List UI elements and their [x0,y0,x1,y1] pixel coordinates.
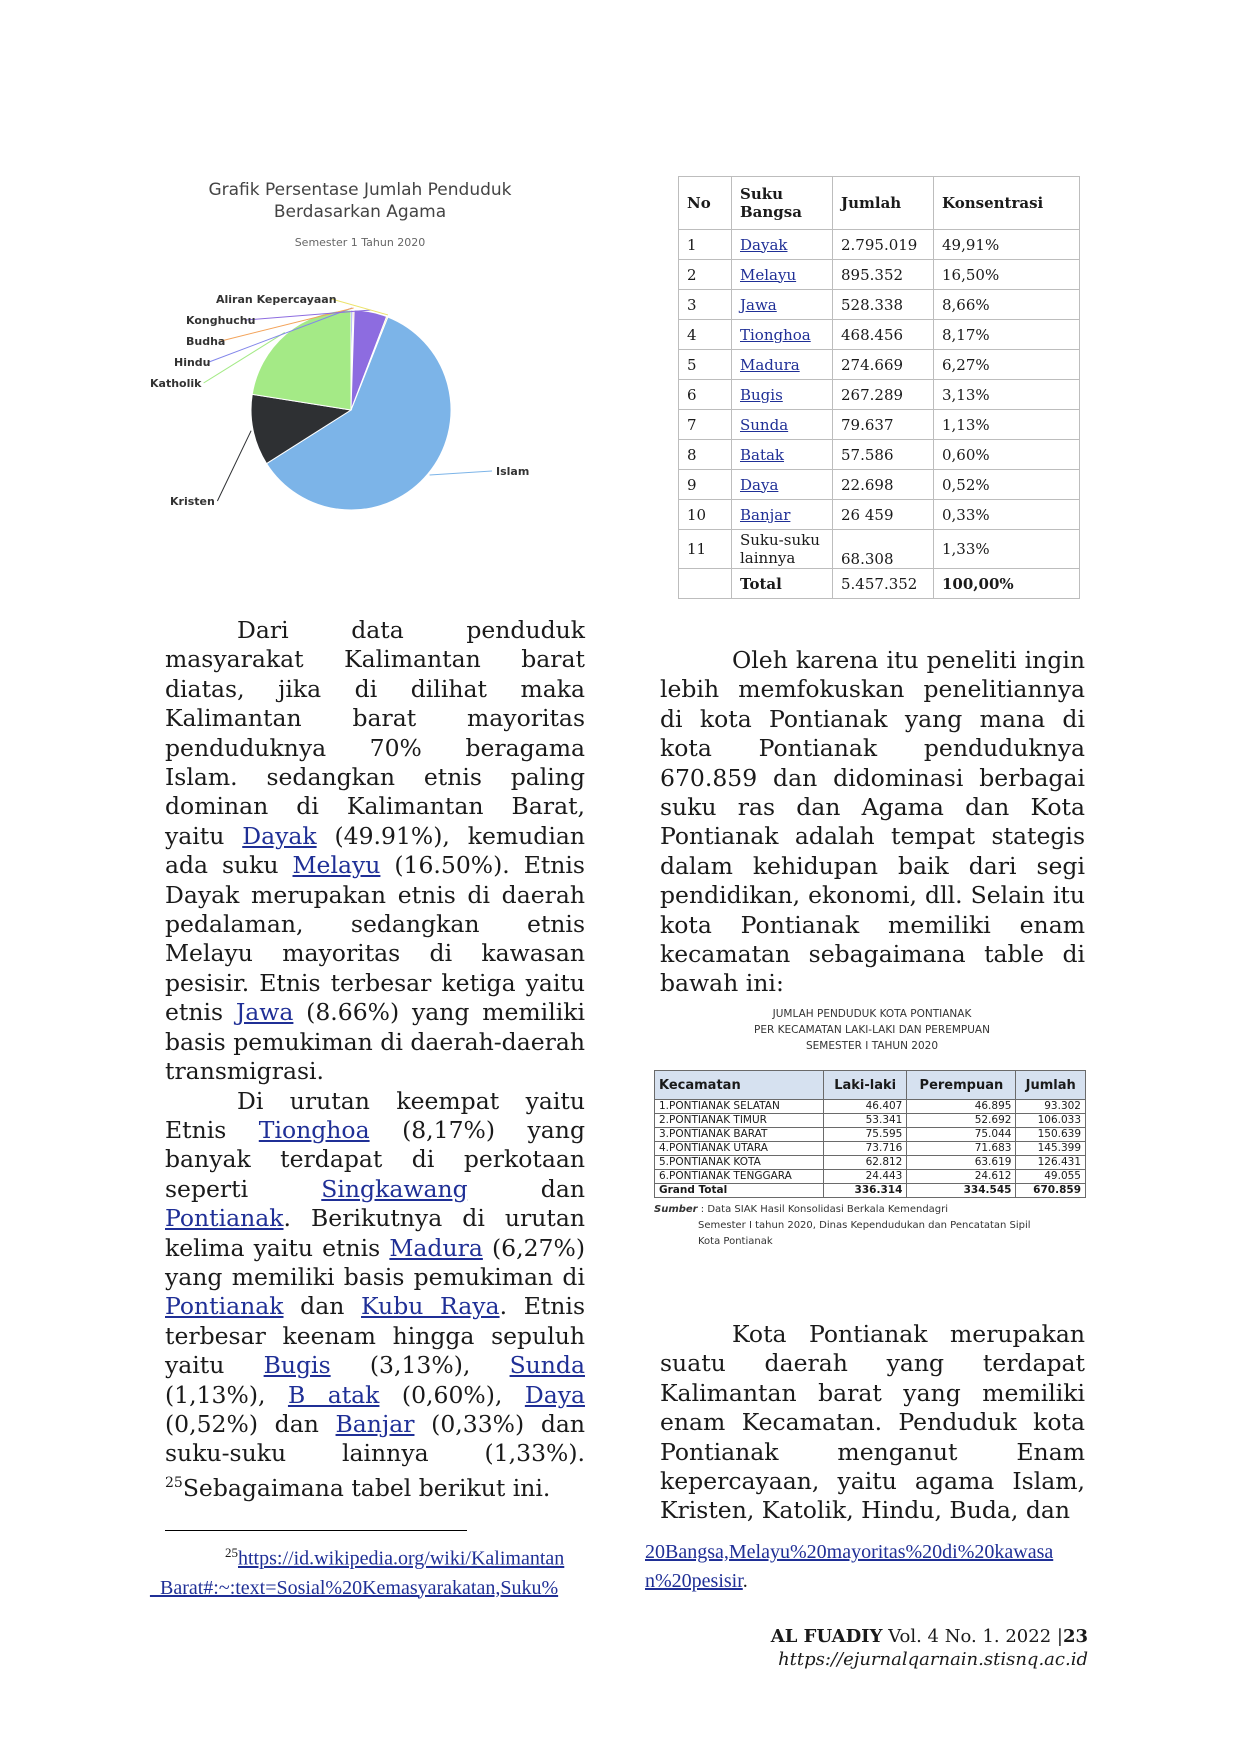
kec-header-jumlah: Jumlah [1016,1071,1086,1100]
kec-title-line2: PER KECAMATAN LAKI-LAKI DAN PEREMPUAN [754,1024,990,1036]
ethnic-table-row [679,230,1080,260]
row-no: 5 [679,350,732,380]
row-konsentrasi: 6,27% [934,350,1080,380]
suku-link[interactable]: Dayak [740,235,788,254]
kec-total-row [655,1184,1086,1198]
kec-table-row [655,1170,1086,1184]
ethnic-table [678,176,1080,599]
suku-link[interactable]: Madura [740,355,800,374]
kecamatan-figure [654,1006,1090,1250]
kec-jumlah: 126.431 [1016,1156,1086,1170]
kec-name: 6.PONTIANAK TENGGARA [655,1170,824,1184]
kec-total-laki: 336.314 [824,1184,907,1198]
header-konsentrasi: Konsentrasi [934,177,1080,230]
kec-perempuan: 52.692 [907,1114,1016,1128]
link-jawa[interactable]: Jawa [235,998,294,1027]
footnote-link-part2[interactable]: _Barat#:~:text=Sosial%20Kemasyarakatan,Suku% [150,1576,559,1599]
footnote-ref-25[interactable]: 25 [165,1474,183,1491]
row-konsentrasi: 0,52% [934,470,1080,500]
pie-title-line1: Grafik Persentase Jumlah Penduduk [208,180,512,200]
row-no: 4 [679,320,732,350]
kec-perempuan: 63.619 [907,1156,1016,1170]
kec-perempuan: 71.683 [907,1142,1016,1156]
paragraph-4: Kota Pontianak merupakan suatu daerah yang terdapat Kalimantan barat yang memiliki enam Kecamatan. Penduduk kota Pontianak menganut Enam kepercayaan, yaitu agama Islam, Kristen, Katolik, Hindu, Buda, dan [660,1320,1085,1525]
ethnic-table-row [679,440,1080,470]
kec-perempuan: 75.044 [907,1128,1016,1142]
ethnic-table-row [679,500,1080,530]
kec-header-kecamatan: Kecamatan [655,1071,824,1100]
kec-total-perempuan: 334.545 [907,1184,1016,1198]
journal-url: https://ejurnalqarnain.stisnq.ac.id [778,1649,1088,1670]
row-jumlah: 26 459 [833,500,934,530]
paragraph-1: Dari data penduduk masyarakat Kalimantan barat diatas, jika di dilihat maka Kalimantan barat mayoritas penduduknya 70% beragama Islam. sedangkan etnis paling dominan di Kalimantan Barat, yaitu Dayak (49.91%), kemudian ada suku Melayu (16.50%). Etnis Dayak merupakan etnis di daerah pedalaman, sedangkan etnis Melayu mayoritas di kawasan pesisir. Etnis terbesar ketiga yaitu etnis Jawa (8.66%) yang memiliki basis pemukiman di daerah-daerah transmigrasi. [165,616,585,1086]
kec-laki: 53.341 [824,1114,907,1128]
footnote-rule [165,1530,467,1531]
row-jumlah: 468.456 [833,320,934,350]
kec-table-header [655,1071,1086,1100]
kec-laki: 75.595 [824,1128,907,1142]
pie-label-budha: Budha [186,335,226,348]
kec-table-row [655,1156,1086,1170]
row-no: 2 [679,260,732,290]
religion-pie-figure [150,160,570,560]
kec-table-row [655,1114,1086,1128]
row-no: 7 [679,410,732,440]
suku-link[interactable]: Batak [740,445,785,464]
row-jumlah: 57.586 [833,440,934,470]
kec-title-line1: JUMLAH PENDUDUK KOTA PONTIANAK [772,1008,972,1020]
footnote-link-part1[interactable]: https://id.wikipedia.org/wiki/Kalimantan [238,1547,565,1570]
link-pontianak-2[interactable]: Pontianak [165,1292,284,1321]
row-konsentrasi: 1,13% [934,410,1080,440]
link-tionghoa[interactable]: Tionghoa [258,1115,370,1144]
kec-name: 1.PONTIANAK SELATAN [655,1100,824,1114]
link-dayak[interactable]: Dayak [242,821,317,850]
pie-slice-katholik [252,310,351,410]
row-jumlah: 2.795.019 [833,230,934,260]
kec-name: 2.PONTIANAK TIMUR [655,1114,824,1128]
row-jumlah: 79.637 [833,410,934,440]
row-jumlah: 22.698 [833,470,934,500]
pie-label-hindu: Hindu [174,356,211,369]
pie-label-katholik: Katholik [150,377,202,390]
journal-volume: Vol. 4 No. 1. 2022 | [882,1626,1063,1647]
kec-jumlah: 145.399 [1016,1142,1086,1156]
kec-name: 3.PONTIANAK BARAT [655,1128,824,1142]
kec-jumlah: 150.639 [1016,1128,1086,1142]
ethnic-table-row [679,260,1080,290]
kec-jumlah: 106.033 [1016,1114,1086,1128]
ethnic-table-row [679,530,1080,569]
kec-laki: 24.443 [824,1170,907,1184]
row-konsentrasi: 0,33% [934,500,1080,530]
row-no: 3 [679,290,732,320]
header-jumlah: Jumlah [833,177,934,230]
paragraph-2: Di urutan keempat yaitu Etnis Tionghoa (8,17%) yang banyak terdapat di perkotaan seperti Singkawang dan Pontianak. Berikutnya di urutan kelima yaitu etnis Madura (6,27%) yang memiliki basis pemukiman di Pontianak dan Kubu Raya. Etnis terbesar keenam hingga sepuluh yaitu Bugis (3,13%), Sunda (1,13%), B atak (0,60%), Daya (0,52%) dan Banjar (0,33%) dan suku-suku lainnya (1,33%). $^{25}$Sebagaimana tabel berikut ini. [165,1086,586,1502]
ethnic-table-total-row [679,569,1080,599]
row-no: 6 [679,380,732,410]
pie-chart [150,160,570,560]
pie-label-konghuchu: Konghuchu [186,314,256,327]
footnote-left [150,1538,580,1603]
row-no: 1 [679,230,732,260]
kec-laki: 46.407 [824,1100,907,1114]
suku-link[interactable]: Tionghoa [740,325,811,344]
kec-header-perempuan: Perempuan [907,1071,1016,1100]
row-jumlah: 267.289 [833,380,934,410]
suku-link[interactable]: Bugis [740,385,783,404]
kec-total-label: Grand Total [655,1184,824,1198]
link-daya[interactable]: Daya [524,1380,585,1409]
footnote-number: 25 [225,1545,238,1560]
ethnic-table-row [679,320,1080,350]
row-konsentrasi: 8,17% [934,320,1080,350]
kec-perempuan: 46.895 [907,1100,1016,1114]
kec-total-jumlah: 670.859 [1016,1184,1086,1198]
total-label: Total [732,569,833,599]
row-no: 11 [679,530,732,569]
row-konsentrasi: 0,60% [934,440,1080,470]
kec-name: 4.PONTIANAK UTARA [655,1142,824,1156]
journal-citation [771,1626,1088,1647]
journal-name: AL FUADIY [770,1626,883,1647]
row-jumlah: 68.308 [833,530,934,569]
row-jumlah: 895.352 [833,260,934,290]
link-banjar[interactable]: Banjar [335,1409,415,1438]
header-no: No [679,177,732,230]
link-kubu-raya[interactable]: Kubu Raya [361,1292,500,1321]
suku-link[interactable]: Melayu [740,265,797,284]
kecamatan-table [654,1070,1086,1198]
left-column [165,616,585,1503]
right-column-bottom [660,1320,1085,1526]
row-no: 10 [679,500,732,530]
kec-perempuan: 24.612 [907,1170,1016,1184]
footnote-link-part4[interactable]: n%20pesisir [645,1570,743,1592]
kec-table-row [655,1142,1086,1156]
kec-laki: 73.716 [824,1142,907,1156]
ethnic-table-header [679,177,1080,230]
kec-table-row [655,1128,1086,1142]
pie-subtitle: Semester 1 Tahun 2020 [294,236,426,249]
paragraph-3: Oleh karena itu peneliti ingin lebih memfokuskan penelitiannya di kota Pontianak yang mana di kota Pontianak penduduknya 670.859 dan didominasi berbagai suku ras dan Agama dan Kota Pontianak adalah tempat stategis dalam kehidupan baik dari segi pendidikan, ekonomi, dll. Selain itu kota Pontianak memiliki enam kecamatan sebagaimana table di bawah ini: [660,646,1085,998]
row-jumlah: 274.669 [833,350,934,380]
suku-link[interactable]: Sunda [740,415,789,434]
right-column-top [660,646,1085,999]
link-pontianak[interactable]: Pontianak [165,1204,284,1233]
pie-label-islam: Islam [496,465,530,478]
kec-table-row [655,1100,1086,1114]
pie-title-line2: Berdasarkan Agama [273,202,447,222]
suku-link[interactable]: Daya [740,475,779,494]
link-singkawang[interactable]: Singkawang [321,1174,468,1203]
footnote-link-part3[interactable]: 20Bangsa,Melayu%20mayoritas%20di%20kawasa [645,1541,1054,1563]
kec-jumlah: 93.302 [1016,1100,1086,1114]
link-madura[interactable]: Madura [389,1233,483,1262]
footnote-right: 20Bangsa,Melayu%20mayoritas%20di%20kawasa n%20pesisir. [645,1541,1054,1592]
row-konsentrasi: 1,33% [934,530,1080,569]
header-suku-bangsa: Suku Bangsa [732,177,833,230]
suku-link[interactable]: Banjar [740,505,791,524]
kec-header-laki: Laki-laki [824,1071,907,1100]
row-no: 8 [679,440,732,470]
row-konsentrasi: 16,50% [934,260,1080,290]
total-jumlah: 5.457.352 [833,569,934,599]
link-bugis[interactable]: Bugis [263,1351,331,1380]
row-suku: Suku-suku lainnya [732,530,833,569]
pie-label-aliran-kepercayaan: Aliran Kepercayaan [216,293,337,306]
ethnic-table-row [679,290,1080,320]
row-konsentrasi: 8,66% [934,290,1080,320]
ethnic-table-row [679,350,1080,380]
page-number: 23 [1062,1626,1088,1647]
ethnic-table-row [679,380,1080,410]
kec-title-line3: SEMESTER I TAHUN 2020 [805,1040,939,1052]
ethnic-table-row [679,470,1080,500]
suku-link[interactable]: Jawa [740,295,777,314]
link-melayu[interactable]: Melayu [292,851,381,880]
link-batak[interactable]: B atak [287,1380,380,1409]
pie-leader-line [217,431,251,501]
row-jumlah: 528.338 [833,290,934,320]
pie-label-kristen: Kristen [170,495,215,508]
kec-source: Sumber : Data SIAK Hasil Konsolidasi Berkala Kemendagri Semester I tahun 2020, Dinas Kependudukan dan Pencatatan Sipil Kota Pontianak [654,1204,1031,1247]
kec-name: 5.PONTIANAK KOTA [655,1156,824,1170]
row-no: 9 [679,470,732,500]
row-konsentrasi: 49,91% [934,230,1080,260]
total-konsentrasi: 100,00% [934,569,1080,599]
link-sunda[interactable]: Sunda [509,1351,585,1380]
ethnic-table-row [679,410,1080,440]
pie-leader-line [430,471,492,475]
kec-jumlah: 49.055 [1016,1170,1086,1184]
page-footer [771,1626,1088,1670]
kec-laki: 62.812 [824,1156,907,1170]
row-konsentrasi: 3,13% [934,380,1080,410]
